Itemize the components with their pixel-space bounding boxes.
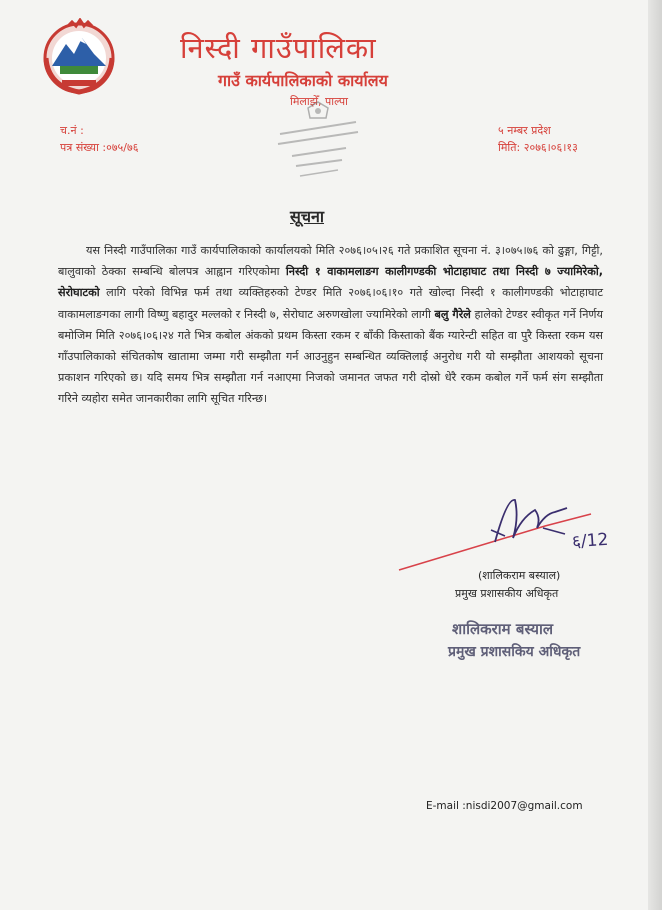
name-stamp: शालिकराम बस्याल xyxy=(452,620,554,638)
government-emblem-icon xyxy=(38,18,120,96)
title-stamp: प्रमुख प्रशासकिय अधिकृत xyxy=(448,644,581,660)
notice-title: सूचना xyxy=(290,207,325,226)
body-bold-2: बलु गैरेले xyxy=(434,307,471,321)
office-location: मिलाझेँ, पाल्पा xyxy=(290,95,348,108)
contact-email: E-mail :nisdi2007@gmail.com xyxy=(426,800,583,812)
letter-date: मिति: २०७६।०६।१३ xyxy=(498,141,578,154)
reference-label: च.नं : xyxy=(60,124,84,137)
letter-meta-right xyxy=(498,122,578,156)
province-label: ५ नम्बर प्रदेश xyxy=(498,124,551,137)
page-edge-shadow xyxy=(648,0,662,910)
office-subtitle: गाउँ कार्यपालिकाको कार्यालय xyxy=(218,71,388,90)
body-segment-1: यस निस्दी गाउँपालिका गाउँ कार्यपालिकाको कार्यालयको मिति २०७६।०५।२६ गते प्रकाशित सूचना नं. ३।०७५।७६ को ढुङ्गा, गिट्टी, बालुवाको ठेक्का सम्बन्धि बोलपत्र आह्वान गरिएकोमा xyxy=(58,244,603,279)
office-stamp-icon xyxy=(262,100,374,182)
body-bold-1: निस्दी १ वाकामलाङग कालीगण्डकी भोटाहाघाट तथा निस्दी ७ ज्यामिरेको, सेरोघाटको xyxy=(58,265,603,300)
signer-name: (शालिकराम बस्याल) xyxy=(478,569,561,582)
notice-paragraph xyxy=(58,240,603,410)
letter-meta-left xyxy=(60,122,138,156)
office-name: निस्दी गाउँपालिका xyxy=(180,31,377,65)
signer-title: प्रमुख प्रशासकीय अधिकृत xyxy=(455,587,559,600)
notice-body xyxy=(58,240,603,410)
letter-number: पत्र संख्या :०७५/७६ xyxy=(60,141,139,154)
body-segment-2: लागि परेको विभिन्न फर्म तथा व्यक्तिहरुको टेण्डर मिति २०७६।०६।१० गते खोल्दा निस्दी १ कालीगण्डकी भोटाहाघाट वाकामलाङगका लागी विष्णु बहादुर मल्लको र निस्दी ७, सेरोघाट अरुणखोला ज्यामिरेको लागी xyxy=(58,286,603,321)
signature-date: ६/12 xyxy=(571,529,609,553)
body-segment-3: हालेको टेण्डर स्वीकृत गर्ने निर्णय बमोजिम मिति २०७६।०६।२४ गते भित्र कबोल अंकको प्रथम किस्ता रकम र बाँकी किस्ताको बैंक ग्यारेन्टी सहित वा पुरै किस्ता रकम यस गाँउपालिकाको संचितकोष खातामा जम्मा गरी सम्झौता गर्न आउनुहुन सम्बन्धित व्यक्तिलाई अनुरोध गरी यो सम्झौता आशयको सूचना प्रकाशन गरिएको छ। यदि समय भित्र सम्झौता गर्न नआएमा निजको जमानत जफत गरी दोस्रो धेरै रकम कबोल गर्ने फर्म संग सम्झौता गरिने व्यहोरा समेत जानकारीका लागि सूचित गरिन्छ। xyxy=(58,307,603,406)
